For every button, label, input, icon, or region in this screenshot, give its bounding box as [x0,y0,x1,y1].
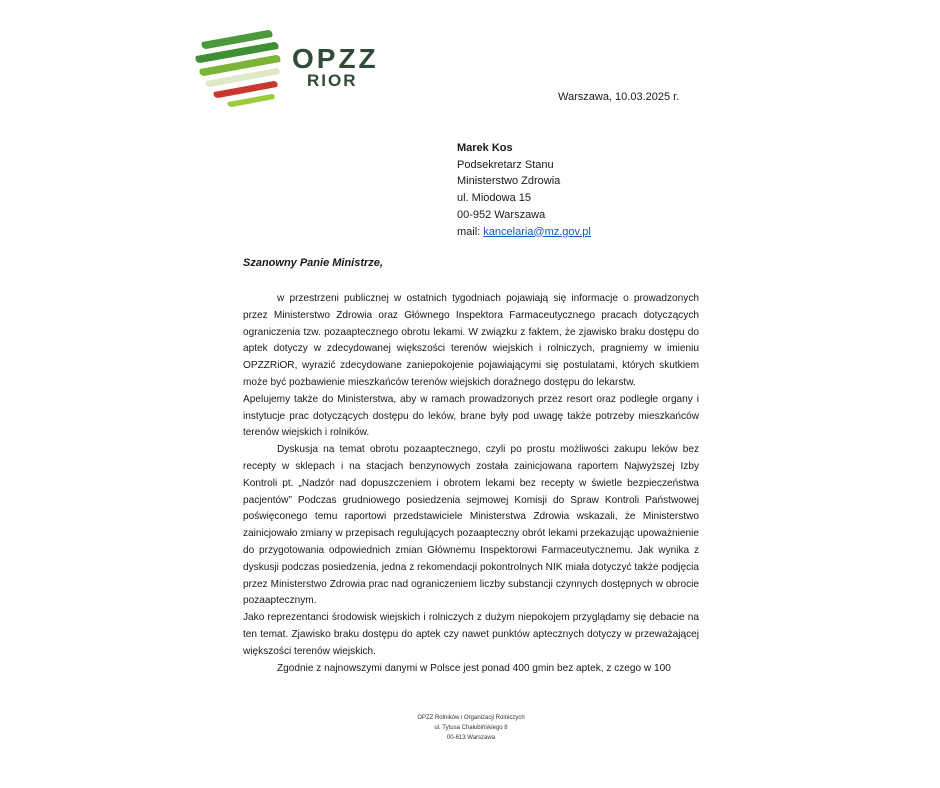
logo-text-line1: OPZZ [292,43,379,74]
recipient-ministry: Ministerstwo Zdrowia [457,175,561,188]
footer-city: 00-613 Warszawa [446,735,496,741]
paragraph-1: w przestrzeni publicznej w ostatnich tygodniach pojawiają się informacje o prowadzonych przez Ministerstwo Zdrowia oraz Głównego Inspektora Farmaceutycznego pracach dotyczących ograniczenia tzw. pozaaptecznego obrotu lekami. W związku z faktem, że zjawisko braku dostępu do aptek dotyczy w zdecydowanej większości terenów wiejskich i rolniczych, pragniemy w imieniu OPZZRiOR, wyrazić zdecydowane zaniepokojenie pojawiającymi się postulatami, których skutkiem może być pozbawienie mieszkańców terenów wiejskich doraźnego dostępu do lekarstw. [243,293,699,388]
recipient-address [457,140,717,240]
logo-text-line2: RIOR [307,71,358,90]
footer-street: ul. Tytusa Chałubińskiego 8 [434,725,508,731]
paragraph-5: Zgodnie z najnowszymi danymi w Polsce jest ponad 400 gmin bez aptek, z czego w 100 [277,662,671,674]
logo-stripes-icon [192,26,282,110]
letter-footer [380,713,562,743]
paragraph-2: Apelujemy także do Ministerstwa, aby w ramach prowadzonych przez resort oraz podległe organy i instytucje prac dotyczących dostępu do leków, brane były pod uwagę także potrzeby mieszkańców terenów wiejskich i rolników. [243,393,699,439]
recipient-city: 00-952 Warszawa [457,208,546,221]
recipient-title: Podsekretarz Stanu [457,158,554,171]
letter-date: Warszawa, 10.03.2025 r. [558,91,680,103]
paragraph-4: Jako reprezentanci środowisk wiejskich i rolniczych z dużym niepokojem przyglądamy się debacie na ten temat. Zjawisko braku dostępu do aptek czy nawet punktów aptecznych dotyczy w przeważającej większości terenów wiejskich. [243,612,699,657]
recipient-street: ul. Miodowa 15 [457,192,531,205]
letter-body [243,291,699,677]
paragraph-3: Dyskusja na temat obrotu pozaaptecznego, czyli po prostu możliwości zakupu leków bez recepty w sklepach i na stacjach benzynowych została zainicjowana raportem Najwyższej Izby Kontroli pt. „Nadzór nad dopuszczeniem i obrotem lekami bez recepty w świetle bezpieczeństwa pacjentów” Podczas grudniowego posiedzenia sejmowej Komisji do Spraw Kontroli Państwowej poświęconego temu raportowi przedstawiciele Ministerstwa Zdrowia wskazali, że Ministerstwo zainicjowało zmiany w przepisach regulujących pozaapteczny obrót lekami przekazując upoważnienie do przygotowania odpowiednich zmian Głównemu Inspektorowi Farmaceutycznemu. Jak wynika z dyskusji podczas posiedzenia, jedna z rekomendacji pokontrolnych NIK miała dotyczyć także podjęcia przez Ministerstwo Zdrowia prac nad ograniczeniem liczby substancji czynnych dostępnych w obrocie pozaaptecznym. [243,444,699,607]
footer-org-name: OPZZ Rolników i Organizacji Rolniczych [417,715,525,721]
salutation: Szanowny Panie Ministrze, [243,257,383,269]
recipient-mail-line [457,224,717,241]
recipient-name: Marek Kos [457,142,513,154]
mail-label: mail: [457,225,484,238]
recipient-email-link[interactable]: kancelaria@mz.gov.pl [483,225,591,238]
